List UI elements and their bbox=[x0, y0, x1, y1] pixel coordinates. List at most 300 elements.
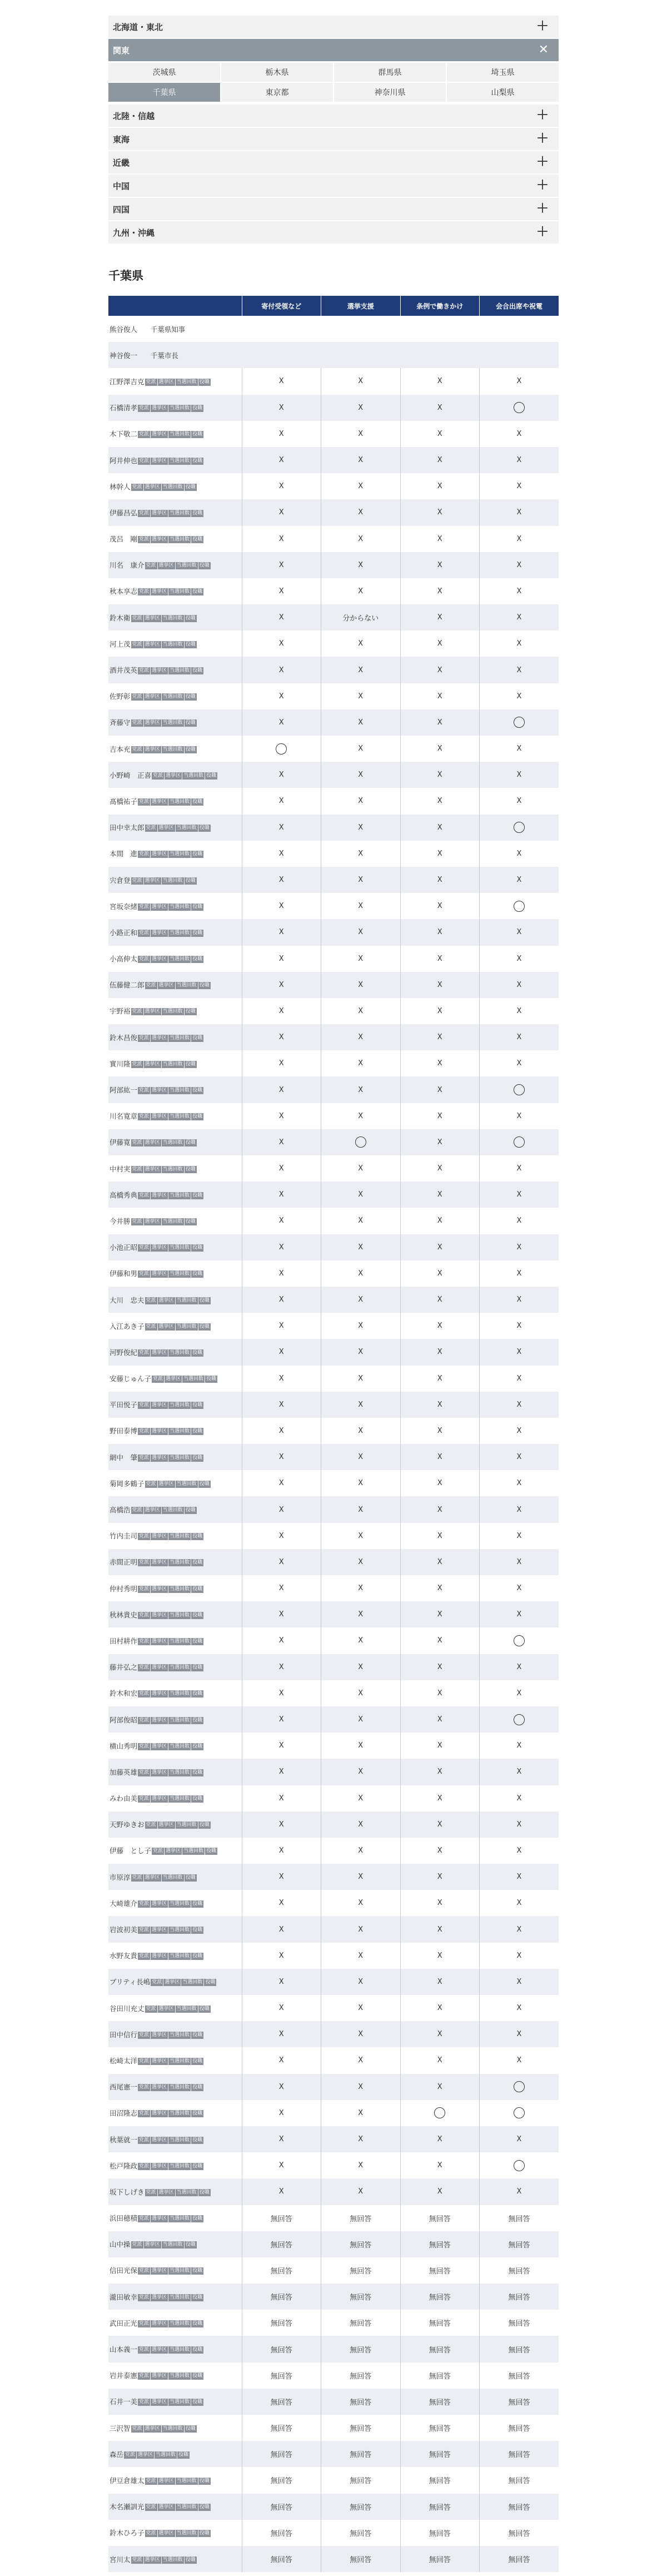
member-name[interactable]: 坂下しげき bbox=[109, 2187, 145, 2196]
member-name[interactable]: 平田悦子 bbox=[109, 1401, 138, 1409]
member-name[interactable]: 木名瀬訓光 bbox=[109, 2503, 145, 2512]
member-name[interactable]: 田中幸太郎 bbox=[109, 823, 145, 832]
answer-cell bbox=[480, 2231, 559, 2257]
answer-cell bbox=[321, 631, 401, 657]
member-tag: 党派 bbox=[139, 2399, 150, 2405]
member-cell bbox=[108, 1444, 242, 1470]
member-tag: 選挙区 bbox=[158, 2530, 174, 2537]
plus-icon[interactable]: ＋ bbox=[536, 202, 549, 216]
member-cell bbox=[108, 946, 242, 972]
plus-icon[interactable]: ＋ bbox=[536, 155, 549, 169]
answer-text: X bbox=[516, 1111, 522, 1120]
member-name[interactable]: 木下敬二 bbox=[109, 430, 138, 439]
answer-cell bbox=[321, 604, 401, 631]
prefecture-grid bbox=[108, 61, 559, 103]
table-row bbox=[108, 1155, 559, 1182]
member-name[interactable]: 西尾憲一 bbox=[109, 2083, 138, 2092]
member-name[interactable]: 加藤英雄 bbox=[109, 1768, 138, 1776]
answer-text: X bbox=[437, 587, 442, 595]
member-name[interactable]: ブリティ長嶋 bbox=[109, 1978, 151, 1987]
answer-text: X bbox=[516, 456, 522, 465]
member-tag: 役職 bbox=[192, 1743, 203, 1749]
answer-cell bbox=[480, 841, 559, 867]
member-name[interactable]: 大川 忠夫 bbox=[109, 1296, 145, 1304]
member-name[interactable]: 石橋清孝 bbox=[109, 404, 138, 413]
member-name[interactable]: 田中信行 bbox=[109, 2030, 138, 2039]
member-cell bbox=[108, 1549, 242, 1575]
plus-icon[interactable]: ＋ bbox=[536, 19, 549, 33]
member-name[interactable]: 鈴木ひろ子 bbox=[109, 2529, 145, 2538]
member-tag: 当選回数 bbox=[170, 510, 190, 516]
answer-cell bbox=[400, 1496, 480, 1522]
member-name[interactable]: 斉藤守 bbox=[109, 718, 131, 727]
answer-cell bbox=[321, 1182, 401, 1208]
answer-text: X bbox=[516, 797, 522, 806]
answer-cell bbox=[400, 1601, 480, 1627]
member-name[interactable]: 秋葉就一 bbox=[109, 2135, 138, 2144]
prefecture-button[interactable]: 東京都 bbox=[221, 83, 333, 102]
member-name[interactable]: 安藤じゅん子 bbox=[109, 1374, 152, 1383]
answer-text: X bbox=[278, 1531, 284, 1540]
answer-cell bbox=[242, 2520, 321, 2546]
answer-cell bbox=[480, 2257, 559, 2284]
answer-cell bbox=[321, 1890, 401, 1916]
member-tag: 党派 bbox=[132, 2425, 142, 2431]
answer-text: X bbox=[437, 560, 442, 569]
circle-mark-icon bbox=[514, 402, 525, 413]
member-name[interactable]: 赤間正明 bbox=[109, 1558, 138, 1567]
member-tag: 選挙区 bbox=[152, 668, 167, 674]
member-name[interactable]: 秋本享志 bbox=[109, 587, 138, 596]
member-tag: 当選回数 bbox=[170, 2058, 190, 2064]
member-cell bbox=[108, 1496, 242, 1522]
member-cell bbox=[108, 2047, 242, 2073]
answer-cell bbox=[400, 1575, 480, 1601]
member-tag: 選挙区 bbox=[145, 641, 160, 647]
member-cell bbox=[108, 1050, 242, 1076]
member-tag: 選挙区 bbox=[145, 1507, 160, 1513]
answer-cell bbox=[321, 1785, 401, 1811]
member-tag: 当選回数 bbox=[162, 1874, 183, 1880]
plus-icon[interactable]: ＋ bbox=[536, 132, 549, 146]
member-cell bbox=[108, 421, 242, 447]
answer-cell bbox=[242, 2231, 321, 2257]
region-header[interactable] bbox=[108, 221, 559, 244]
region-header[interactable] bbox=[108, 151, 559, 173]
answer-text: X bbox=[358, 2108, 364, 2117]
region-header[interactable] bbox=[108, 198, 559, 220]
member-tag: 党派 bbox=[139, 537, 150, 543]
member-name[interactable]: 宇野裕 bbox=[109, 1007, 131, 1016]
answer-text: 無回答 bbox=[270, 2425, 292, 2434]
member-name[interactable]: 山中操 bbox=[109, 2240, 131, 2249]
answer-cell bbox=[400, 2494, 480, 2520]
member-cell bbox=[108, 1785, 242, 1811]
member-name[interactable]: 實川隆 bbox=[109, 1059, 131, 1068]
member-cell bbox=[108, 815, 242, 841]
answer-cell bbox=[242, 552, 321, 578]
answer-cell bbox=[400, 1129, 480, 1155]
answer-text: X bbox=[516, 1217, 522, 1225]
answer-cell bbox=[480, 1024, 559, 1050]
plus-icon[interactable]: ＋ bbox=[536, 108, 549, 122]
member-tag: 党派 bbox=[146, 2478, 156, 2484]
member-name[interactable]: 秋林貴史 bbox=[109, 1610, 138, 1619]
member-name[interactable]: 宮坂奈緒 bbox=[109, 902, 138, 911]
member-tag: 当選回数 bbox=[170, 1638, 190, 1644]
answer-cell bbox=[321, 762, 401, 788]
member-tag: 役職 bbox=[192, 2111, 203, 2117]
member-name[interactable]: 竹内圭司 bbox=[109, 1532, 138, 1541]
member-name[interactable]: 伊藤 とし子 bbox=[109, 1847, 152, 1855]
member-name[interactable]: 酒井茂英 bbox=[109, 666, 138, 675]
member-tag: 党派 bbox=[146, 2006, 156, 2012]
member-tag: 当選回数 bbox=[170, 2032, 190, 2038]
region-header[interactable] bbox=[108, 39, 559, 61]
member-tag: 党派 bbox=[139, 458, 150, 464]
answer-cell bbox=[480, 604, 559, 631]
answer-cell bbox=[242, 919, 321, 945]
member-name[interactable]: 高橋秀典 bbox=[109, 1190, 138, 1199]
member-name[interactable]: 茂呂 剛 bbox=[109, 535, 138, 544]
prefecture-button[interactable]: 山梨県 bbox=[447, 83, 559, 102]
member-name[interactable]: 小野崎 正喜 bbox=[109, 771, 152, 780]
member-name[interactable]: 髙橋祐子 bbox=[109, 797, 138, 806]
member-tag: 役職 bbox=[192, 1769, 203, 1775]
table-row bbox=[108, 1260, 559, 1287]
answer-text: X bbox=[358, 1400, 364, 1409]
answer-text: X bbox=[358, 744, 364, 753]
member-name[interactable]: 藤井弘之 bbox=[109, 1663, 138, 1672]
member-name[interactable]: 鈴木昌俊 bbox=[109, 1033, 138, 1042]
member-cell bbox=[108, 1103, 242, 1129]
member-name[interactable]: 信田光保 bbox=[109, 2266, 138, 2275]
answer-cell bbox=[321, 2415, 401, 2441]
answer-text: X bbox=[516, 2187, 522, 2196]
answer-cell bbox=[321, 1129, 401, 1155]
member-name[interactable]: 瀧田敏幸 bbox=[109, 2292, 138, 2301]
member-tag: 役職 bbox=[192, 458, 203, 464]
member-name[interactable]: 水野友貴 bbox=[109, 1952, 138, 1960]
member-tag: 役職 bbox=[199, 2006, 210, 2012]
answer-text: X bbox=[516, 1374, 522, 1383]
table-header-row bbox=[108, 296, 559, 316]
member-name[interactable]: 川名 康介 bbox=[109, 561, 145, 570]
prefecture-button[interactable]: 神奈川県 bbox=[334, 83, 446, 102]
answer-cell bbox=[480, 2362, 559, 2389]
member-tag: 役職 bbox=[192, 2373, 203, 2379]
member-tag: 選挙区 bbox=[152, 1271, 167, 1277]
answer-text: X bbox=[278, 508, 284, 517]
member-tag: 役職 bbox=[192, 904, 203, 910]
answer-cell bbox=[242, 1838, 321, 1864]
answer-cell bbox=[321, 1366, 401, 1392]
member-name[interactable]: 谷田川充丈 bbox=[109, 2004, 145, 2013]
member-name[interactable]: 小高伸太 bbox=[109, 955, 138, 964]
member-name[interactable]: 阿部俊昭 bbox=[109, 1715, 138, 1724]
answer-cell bbox=[400, 1313, 480, 1339]
member-tag: 党派 bbox=[139, 1769, 150, 1775]
answer-cell bbox=[321, 2284, 401, 2310]
member-name[interactable]: 小路正和 bbox=[109, 928, 138, 937]
member-name[interactable]: 浜田穂積 bbox=[109, 2214, 138, 2223]
table-row bbox=[108, 1050, 559, 1076]
answer-cell bbox=[321, 1601, 401, 1627]
member-name[interactable]: 石井一美 bbox=[109, 2398, 138, 2406]
member-name[interactable]: 入江あき子 bbox=[109, 1322, 145, 1331]
table-row bbox=[108, 709, 559, 736]
member-name[interactable]: 仲村秀明 bbox=[109, 1584, 138, 1593]
answer-text: 無回答 bbox=[429, 2241, 451, 2250]
plus-icon[interactable]: ＋ bbox=[536, 225, 549, 239]
member-tag: 役職 bbox=[199, 2504, 210, 2510]
answer-text: X bbox=[358, 2082, 364, 2091]
region-header[interactable] bbox=[108, 105, 559, 127]
circle-mark-icon bbox=[514, 1714, 525, 1725]
answer-cell bbox=[242, 1680, 321, 1706]
answer-cell bbox=[242, 1601, 321, 1627]
prefecture-button[interactable]: 埼玉県 bbox=[447, 63, 559, 82]
member-tag: 選挙区 bbox=[152, 1192, 167, 1198]
member-cell bbox=[108, 2520, 242, 2546]
member-name[interactable]: 菊岡多鶴子 bbox=[109, 1479, 145, 1488]
answer-text: X bbox=[516, 1899, 522, 1908]
member-tag: 党派 bbox=[139, 1796, 150, 1802]
member-tag: 選挙区 bbox=[152, 798, 167, 805]
member-tag: 役職 bbox=[185, 1140, 196, 1146]
column-header bbox=[108, 296, 242, 316]
answer-text: X bbox=[437, 902, 442, 911]
member-name[interactable]: 大崎雄介 bbox=[109, 1899, 138, 1908]
member-tag: 選挙区 bbox=[152, 1927, 167, 1933]
answer-cell bbox=[400, 421, 480, 447]
prefecture-button[interactable]: 栃木県 bbox=[221, 63, 333, 82]
member-cell bbox=[108, 683, 242, 709]
member-tag: 当選回数 bbox=[162, 1009, 183, 1015]
member-name[interactable]: 阿井伸也 bbox=[109, 456, 138, 465]
member-tag: 党派 bbox=[139, 1691, 150, 1697]
answer-cell bbox=[242, 2546, 321, 2572]
member-tag: 選挙区 bbox=[152, 1743, 167, 1749]
member-name[interactable]: 田沼隆志 bbox=[109, 2109, 138, 2118]
answer-cell bbox=[480, 998, 559, 1024]
member-name[interactable]: 小池正昭 bbox=[109, 1243, 138, 1252]
member-tag: 当選回数 bbox=[176, 2189, 197, 2195]
answer-text: X bbox=[437, 1085, 442, 1094]
answer-text: X bbox=[278, 1715, 284, 1724]
member-name[interactable]: 岩波初美 bbox=[109, 1925, 138, 1934]
member-name[interactable]: 伊藤和男 bbox=[109, 1269, 138, 1278]
answer-cell bbox=[242, 972, 321, 998]
answer-cell bbox=[480, 1627, 559, 1654]
member-tag: 党派 bbox=[132, 877, 142, 884]
answer-cell bbox=[242, 1995, 321, 2021]
member-name[interactable]: 田村耕作 bbox=[109, 1636, 138, 1645]
member-tag: 選挙区 bbox=[166, 1376, 181, 1382]
answer-text: X bbox=[437, 377, 442, 386]
region-name: 四国 bbox=[113, 204, 130, 215]
prefecture-button[interactable]: 茨城県 bbox=[108, 63, 220, 82]
member-name[interactable]: 林幹人 bbox=[109, 482, 131, 491]
member-name[interactable]: 岩井泰憲 bbox=[109, 2371, 138, 2380]
table-row bbox=[108, 1366, 559, 1392]
answer-text: X bbox=[278, 2030, 284, 2039]
member-tag: 役職 bbox=[185, 720, 196, 726]
answer-cell bbox=[321, 2494, 401, 2520]
answer-cell bbox=[321, 2336, 401, 2362]
answer-cell bbox=[321, 1024, 401, 1050]
member-name[interactable]: 武田正光 bbox=[109, 2319, 138, 2327]
member-tag: 党派 bbox=[153, 772, 163, 778]
prefecture-button[interactable]: 千葉県 bbox=[108, 83, 220, 102]
answer-cell bbox=[242, 1444, 321, 1470]
member-cell bbox=[108, 919, 242, 945]
member-name[interactable]: 本間 進 bbox=[109, 850, 138, 858]
answer-text: X bbox=[437, 508, 442, 517]
member-name[interactable]: 松崎太洋 bbox=[109, 2056, 138, 2065]
member-name[interactable]: 鈴木和宏 bbox=[109, 1689, 138, 1698]
answer-text: X bbox=[358, 2135, 364, 2144]
member-name[interactable]: 三沢智 bbox=[109, 2424, 131, 2433]
member-name[interactable]: 阿部紘一 bbox=[109, 1086, 138, 1095]
member-cell bbox=[108, 1523, 242, 1549]
answer-cell bbox=[321, 1995, 401, 2021]
answer-cell bbox=[242, 1287, 321, 1313]
member-name[interactable]: 川名寛章 bbox=[109, 1112, 138, 1121]
answer-cell bbox=[400, 2467, 480, 2493]
table-row bbox=[108, 2494, 559, 2520]
answer-text: X bbox=[437, 666, 442, 674]
member-name[interactable]: 森岳 bbox=[109, 2450, 124, 2459]
answer-text: X bbox=[358, 639, 364, 648]
answer-cell bbox=[242, 1811, 321, 1838]
member-tag: 党派 bbox=[139, 2268, 150, 2274]
member-name[interactable]: 宮川太 bbox=[109, 2555, 131, 2564]
member-tag: 役職 bbox=[192, 1192, 203, 1198]
answer-text: X bbox=[358, 1925, 364, 1934]
member-cell bbox=[108, 1129, 242, 1155]
prefecture-button[interactable]: 群馬県 bbox=[334, 63, 446, 82]
member-name[interactable]: 今井勝 bbox=[109, 1217, 131, 1225]
column-header: 選挙支援 bbox=[321, 296, 401, 316]
member-tag: 党派 bbox=[139, 1192, 150, 1198]
table-row bbox=[108, 2546, 559, 2572]
table-row bbox=[108, 2336, 559, 2362]
answer-text: X bbox=[278, 2135, 284, 2144]
member-name[interactable]: 高橋浩 bbox=[109, 1506, 131, 1515]
region-name: 東海 bbox=[113, 134, 130, 145]
answer-cell bbox=[480, 1076, 559, 1103]
member-name[interactable]: 伊藤寛 bbox=[109, 1138, 131, 1147]
member-cell bbox=[108, 998, 242, 1024]
answer-cell bbox=[400, 1627, 480, 1654]
region-header[interactable] bbox=[108, 175, 559, 197]
answer-text: 無回答 bbox=[270, 2451, 292, 2460]
member-name[interactable]: 鈴木衛 bbox=[109, 613, 131, 622]
member-name[interactable]: 松戸隆政 bbox=[109, 2161, 138, 2170]
answer-cell bbox=[321, 1470, 401, 1496]
section-title: 千葉県 bbox=[108, 269, 143, 282]
member-name[interactable]: 吉本充 bbox=[109, 744, 131, 753]
member-tag: 当選回数 bbox=[170, 1953, 190, 1959]
answer-text: 無回答 bbox=[350, 2556, 372, 2565]
member-tag: 選挙区 bbox=[152, 904, 167, 910]
region-header[interactable] bbox=[108, 16, 559, 38]
member-tag: 役職 bbox=[192, 1927, 203, 1933]
member-name[interactable]: 市原淳 bbox=[109, 1873, 131, 1882]
member-name[interactable]: 宍倉登 bbox=[109, 876, 131, 885]
member-name[interactable]: 河野俊紀 bbox=[109, 1348, 138, 1357]
member-name[interactable]: 河上茂 bbox=[109, 639, 131, 648]
member-name[interactable]: 伍藤健二郎 bbox=[109, 981, 145, 990]
table-row bbox=[108, 2126, 559, 2152]
answer-cell bbox=[321, 657, 401, 683]
answer-cell bbox=[242, 1759, 321, 1785]
region-header[interactable] bbox=[108, 128, 559, 150]
answer-cell bbox=[400, 2021, 480, 2047]
member-name[interactable]: 網中 肇 bbox=[109, 1453, 138, 1462]
answer-cell bbox=[321, 1706, 401, 1733]
member-name[interactable]: 野田泰博 bbox=[109, 1427, 138, 1436]
member-tag: 当選回数 bbox=[170, 1245, 190, 1251]
answer-cell bbox=[321, 1523, 401, 1549]
answer-cell bbox=[400, 946, 480, 972]
member-name[interactable]: 横山秀明 bbox=[109, 1741, 138, 1750]
member-tag: 選挙区 bbox=[152, 2058, 167, 2064]
answer-text: X bbox=[358, 1217, 364, 1225]
official-row bbox=[108, 342, 559, 368]
answer-text: 無回答 bbox=[270, 2320, 292, 2329]
answer-cell bbox=[321, 2546, 401, 2572]
answer-text: X bbox=[358, 1085, 364, 1094]
answer-cell bbox=[480, 2178, 559, 2205]
member-name[interactable]: 中村実 bbox=[109, 1164, 131, 1173]
answer-text: X bbox=[278, 1925, 284, 1934]
table-row bbox=[108, 1182, 559, 1208]
answer-cell bbox=[321, 1943, 401, 1969]
answer-cell bbox=[400, 2231, 480, 2257]
table-row bbox=[108, 1024, 559, 1050]
close-icon[interactable]: ✕ bbox=[538, 43, 549, 57]
answer-cell bbox=[321, 499, 401, 525]
member-cell bbox=[108, 657, 242, 683]
answer-text: X bbox=[437, 429, 442, 438]
answer-cell bbox=[242, 1523, 321, 1549]
member-name[interactable]: 山本義一 bbox=[109, 2345, 138, 2354]
member-name[interactable]: 佐野彰 bbox=[109, 692, 131, 701]
answer-cell bbox=[321, 1392, 401, 1418]
member-name[interactable]: 伊豆倉雄太 bbox=[109, 2476, 145, 2485]
answer-cell bbox=[321, 578, 401, 604]
answer-cell bbox=[242, 395, 321, 421]
member-name[interactable]: 天野ゆきお bbox=[109, 1820, 145, 1829]
member-name[interactable]: みわ由美 bbox=[109, 1794, 138, 1803]
member-name[interactable]: 伊藤昌弘 bbox=[109, 508, 138, 517]
answer-cell bbox=[242, 2257, 321, 2284]
answer-text: X bbox=[437, 692, 442, 701]
answer-cell bbox=[242, 499, 321, 525]
answer-cell bbox=[242, 1627, 321, 1654]
answer-cell bbox=[480, 552, 559, 578]
member-name[interactable]: 江野澤吉克 bbox=[109, 377, 145, 386]
plus-icon[interactable]: ＋ bbox=[536, 178, 549, 192]
answer-text: X bbox=[278, 718, 284, 727]
answer-text: X bbox=[516, 377, 522, 386]
member-tag: 選挙区 bbox=[152, 589, 167, 595]
answer-text: X bbox=[437, 1426, 442, 1435]
member-tag: 党派 bbox=[139, 1717, 150, 1723]
member-tag: 当選回数 bbox=[170, 1349, 190, 1356]
